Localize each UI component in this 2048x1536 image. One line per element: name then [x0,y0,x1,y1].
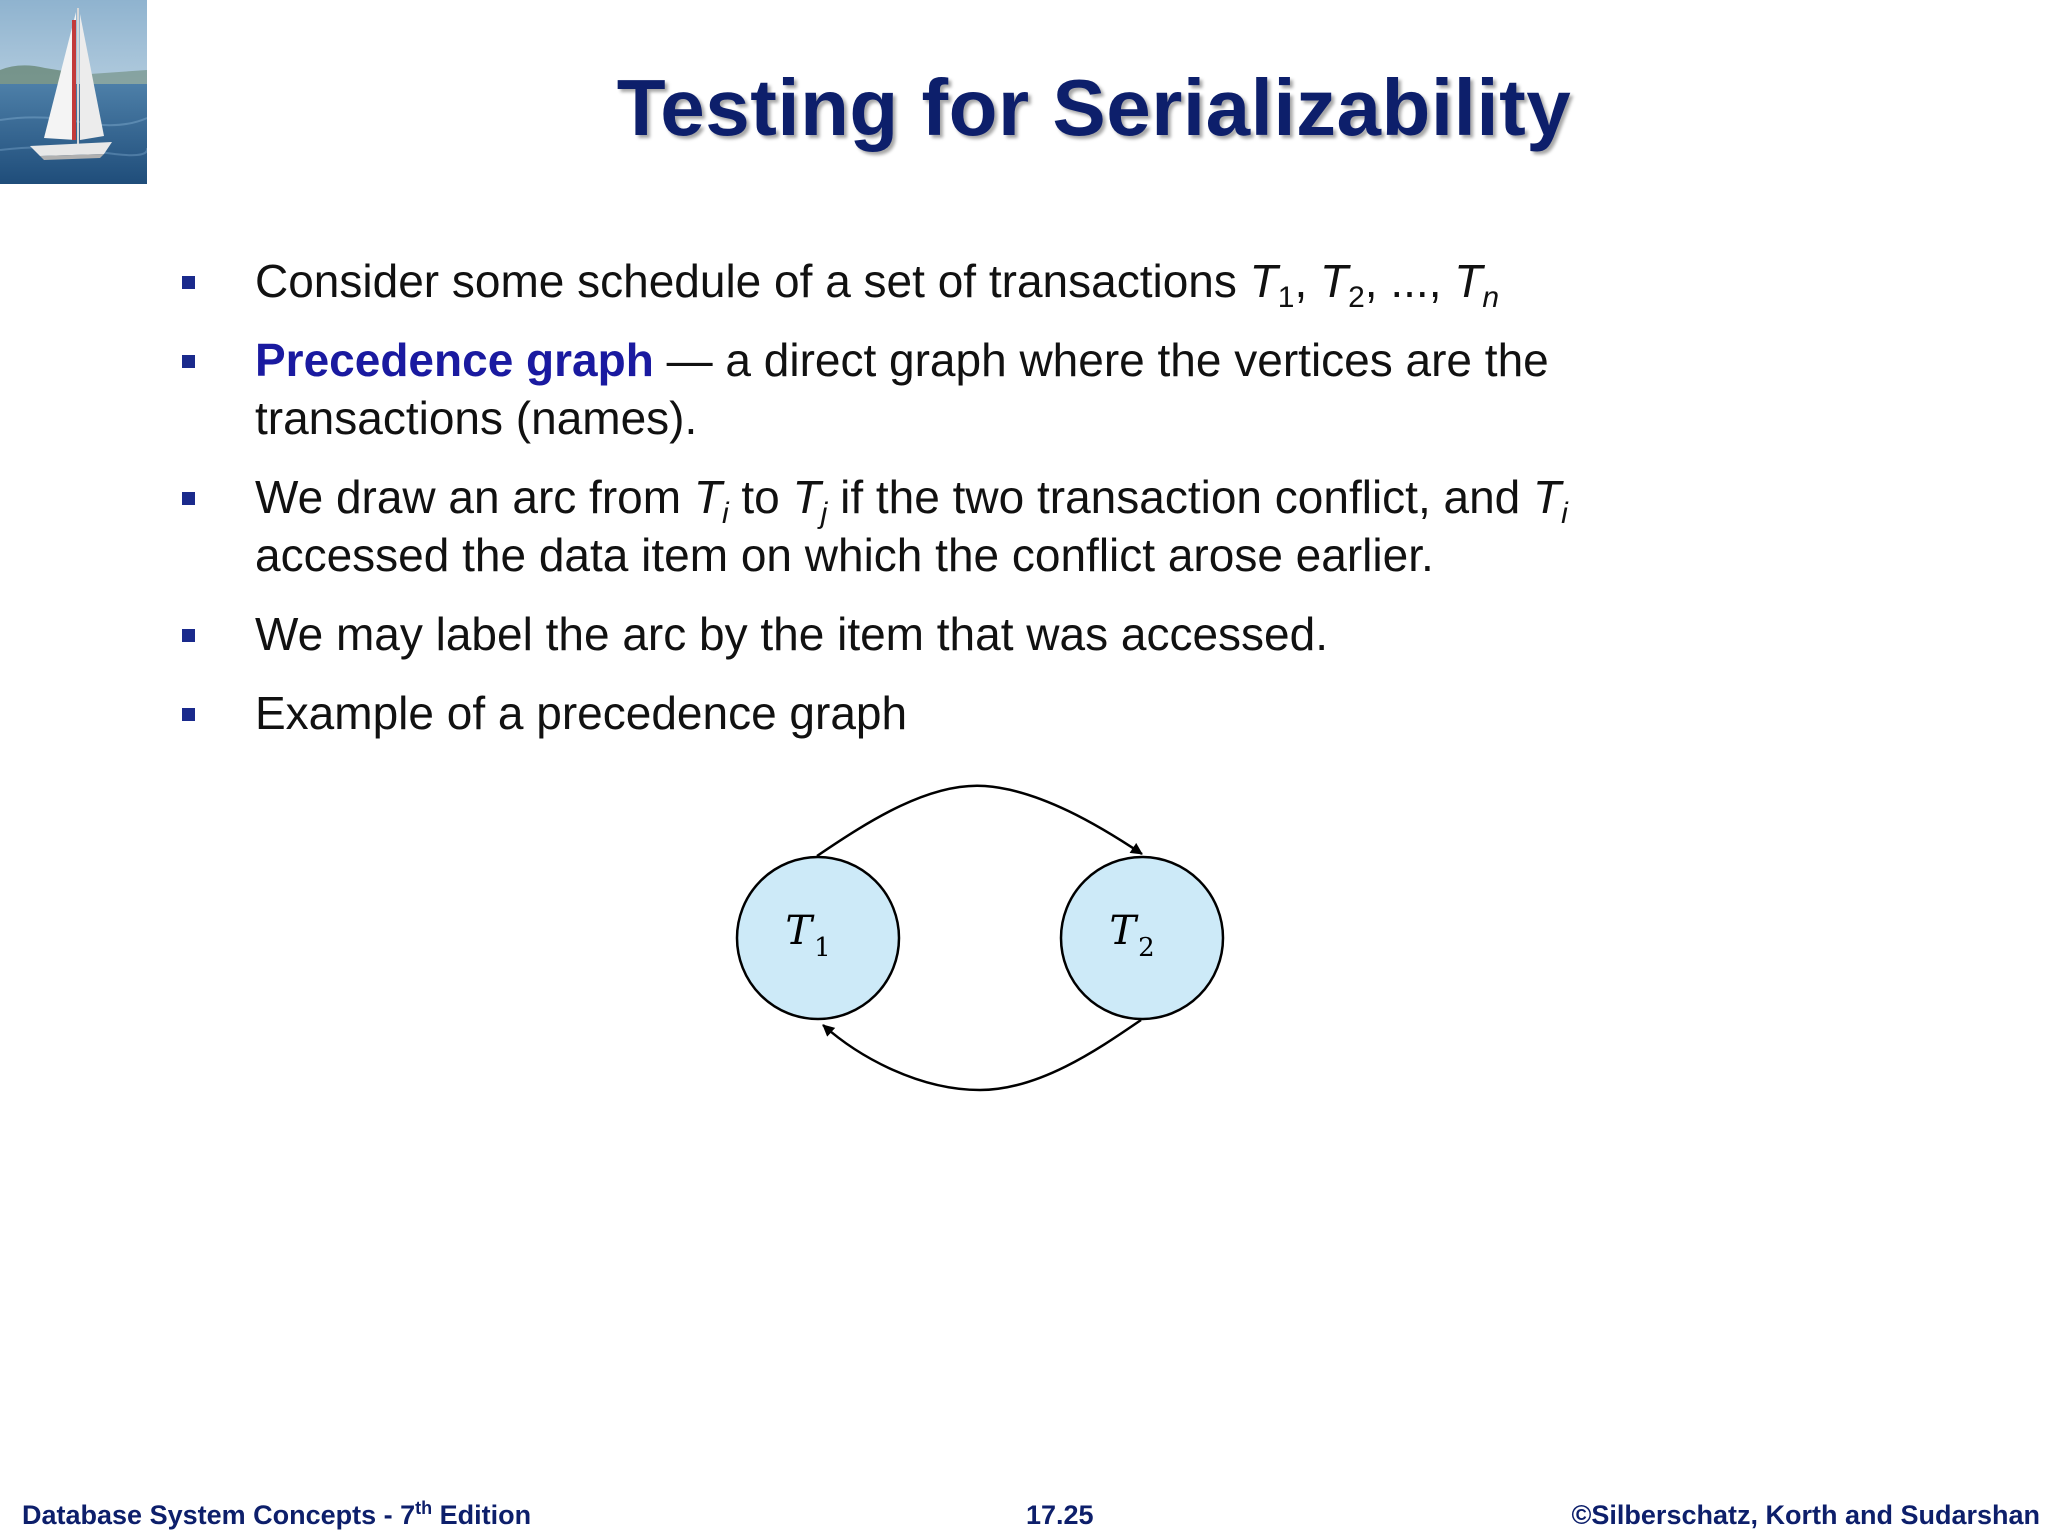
graph-node-t2 [1061,857,1223,1019]
bullet-marker [182,708,195,721]
transaction-symbol: T [1454,255,1483,307]
bullet-text: We draw an arc from [255,471,694,523]
keyword-precedence-graph: Precedence graph [255,334,654,386]
footer-edition-text: Edition [432,1500,532,1530]
bullet-text: We may label the arc by the item that was accessed. [255,608,1328,660]
subscript: i [721,497,729,530]
transaction-symbol: T [1249,255,1278,307]
bullet-list [178,252,1738,763]
transaction-symbol: T [693,471,722,523]
footer-superscript: th [415,1498,433,1518]
subscript: 1 [1277,281,1295,314]
bullet-text: — a direct graph where the vertices are the transactions (names). [255,334,1549,444]
subscript: n [1482,281,1500,314]
transaction-symbol: T [1533,471,1562,523]
slide-number: 17.25 [1026,1500,1094,1530]
transaction-symbol: T [1320,255,1349,307]
subscript: i [1561,497,1568,530]
subscript: j [820,497,828,530]
bullet-text: to [728,471,793,523]
separator: , [1294,255,1320,307]
node-label: T [1109,908,1137,954]
bullet-marker [182,276,195,289]
subscript: 2 [1348,281,1365,314]
footer-book-title [22,1499,531,1531]
page-title: Testing for Serializability [616,63,1572,152]
graph-node-t1 [737,857,899,1019]
bullet-item-precedence-graph [178,331,1738,447]
bullet-item-draw-arc [178,468,1738,584]
footer-book-title-text: Database System Concepts - 7 [22,1500,416,1530]
arc-t1-to-t2 [817,786,1142,856]
bullet-text: Example of a precedence graph [255,687,908,739]
bullet-text: accessed the data item on which the conflict arose earlier. [255,529,1434,581]
bullet-marker [182,492,195,505]
bullet-item-example [178,684,1738,742]
bullet-marker [182,355,195,368]
precedence-graph-diagram [700,770,1260,1105]
node-subscript: 1 [814,933,831,963]
transaction-symbol: T [792,471,821,523]
arc-t2-to-t1 [823,1020,1141,1090]
ellipsis: , ..., [1364,255,1455,307]
bullet-marker [182,629,195,642]
bullet-item-label-arc [178,605,1738,663]
bullet-text: Consider some schedule of a set of transactions [255,255,1250,307]
bullet-text: if the two transaction conflict, and [827,471,1534,523]
footer-copyright: ©Silberschatz, Korth and Sudarshan [1571,1500,2040,1530]
bullet-item-schedule [178,252,1738,314]
node-subscript: 2 [1138,933,1155,963]
node-label: T [785,908,813,954]
